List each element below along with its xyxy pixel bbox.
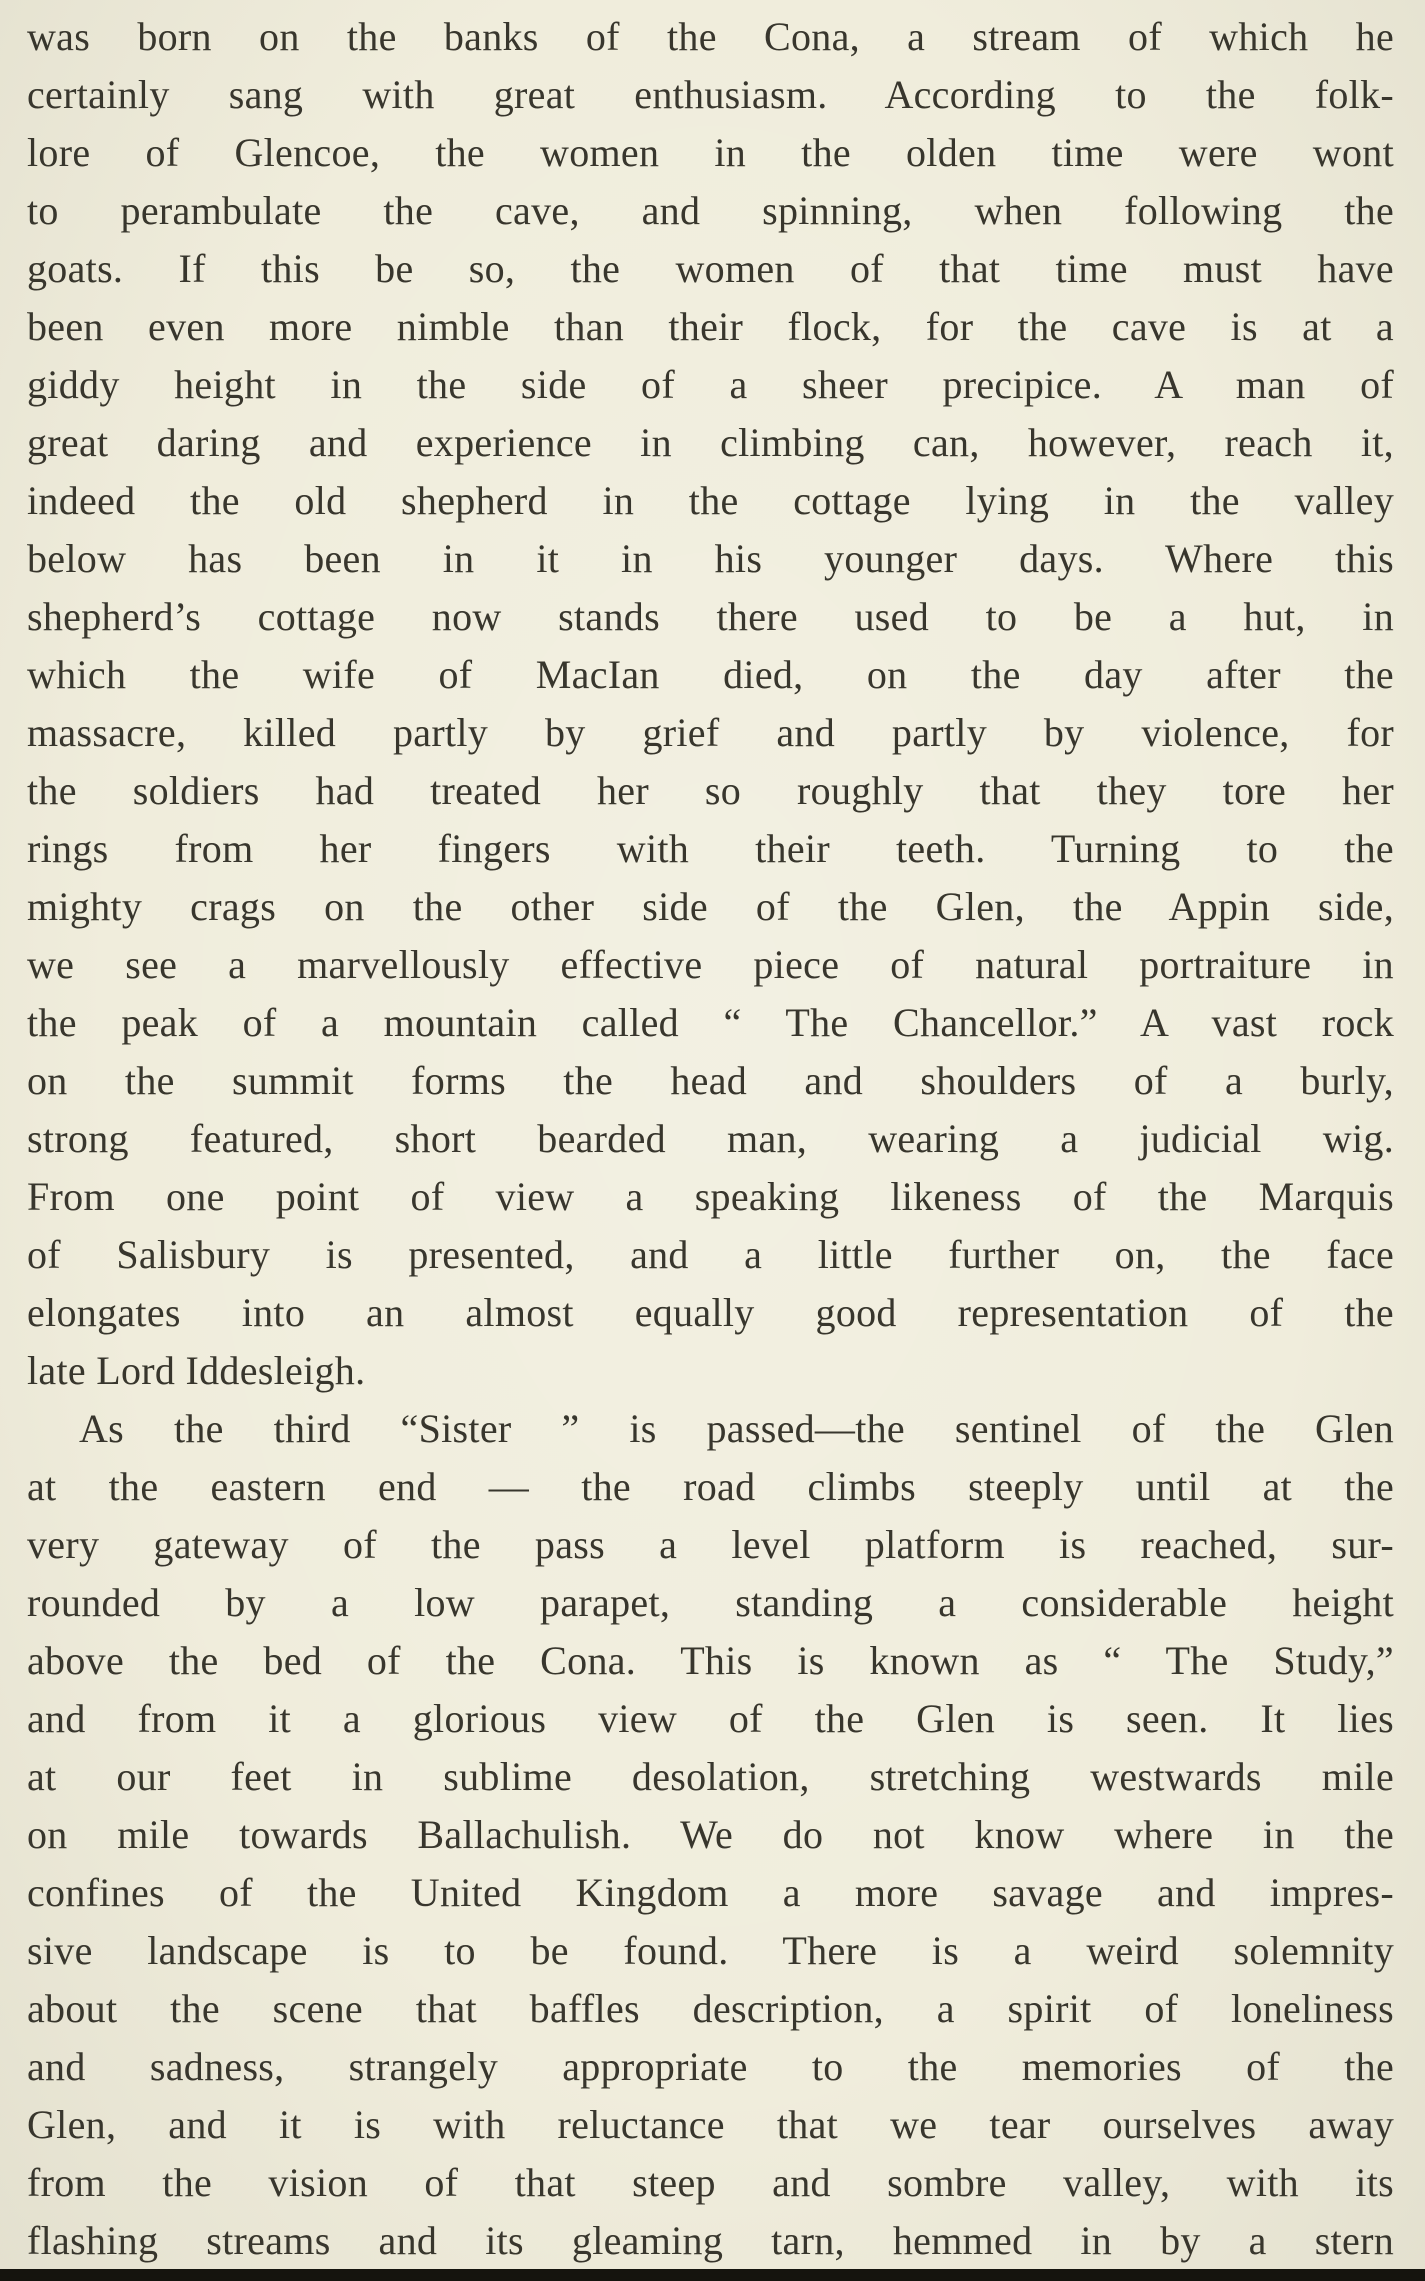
text-line: on the summit forms the head and shoulders of a burly, bbox=[27, 1058, 1394, 1103]
text-line: to perambulate the cave, and spinning, when following the bbox=[27, 188, 1394, 233]
text-line: above the bed of the Cona. This is known as “ The Study,” bbox=[27, 1638, 1394, 1683]
text-line: lore of Glencoe, the women in the olden time were wont bbox=[27, 130, 1394, 175]
text-line: confines of the United Kingdom a more savage and impres- bbox=[27, 1870, 1394, 1915]
text-line: great daring and experience in climbing can, however, reach it, bbox=[27, 420, 1394, 465]
page-bottom-edge bbox=[0, 2269, 1425, 2281]
text-line: below has been in it in his younger days. Where this bbox=[27, 536, 1394, 581]
text-line: certainly sang with great enthusiasm. According to the folk- bbox=[27, 72, 1394, 117]
text-line: very gateway of the pass a level platform is reached, sur- bbox=[27, 1522, 1394, 1567]
text-line: strong featured, short bearded man, wearing a judicial wig. bbox=[27, 1116, 1394, 1161]
text-line: mighty crags on the other side of the Glen, the Appin side, bbox=[27, 884, 1394, 929]
text-line: massacre, killed partly by grief and partly by violence, for bbox=[27, 710, 1394, 755]
text-line: we see a marvellously effective piece of natural portraiture in bbox=[27, 942, 1394, 987]
text-line: late Lord Iddesleigh. bbox=[27, 1348, 366, 1393]
text-line: and from it a glorious view of the Glen is seen. It lies bbox=[27, 1696, 1394, 1741]
text-line: giddy height in the side of a sheer precipice. A man of bbox=[27, 362, 1394, 407]
text-line: was born on the banks of the Cona, a stream of which he bbox=[27, 14, 1394, 59]
text-line: from the vision of that steep and sombre valley, with its bbox=[27, 2160, 1394, 2205]
text-line: on mile towards Ballachulish. We do not know where in the bbox=[27, 1812, 1394, 1857]
text-line: Glen, and it is with reluctance that we tear ourselves away bbox=[27, 2102, 1394, 2147]
text-line: flashing streams and its gleaming tarn, hemmed in by a stern bbox=[27, 2218, 1394, 2263]
text-line: goats. If this be so, the women of that time must have bbox=[27, 246, 1394, 291]
text-line: the peak of a mountain called “ The Chancellor.” A vast rock bbox=[27, 1000, 1394, 1045]
text-line: at the eastern end — the road climbs steeply until at the bbox=[27, 1464, 1394, 1509]
text-line: shepherd’s cottage now stands there used to be a hut, in bbox=[27, 594, 1394, 639]
text-line: been even more nimble than their flock, for the cave is at a bbox=[27, 304, 1394, 349]
text-line: and sadness, strangely appropriate to the memories of the bbox=[27, 2044, 1394, 2089]
text-line: elongates into an almost equally good representation of the bbox=[27, 1290, 1394, 1335]
text-line: rings from her fingers with their teeth. Turning to the bbox=[27, 826, 1394, 871]
text-line: which the wife of MacIan died, on the day after the bbox=[27, 652, 1394, 697]
text-line: From one point of view a speaking likeness of the Marquis bbox=[27, 1174, 1394, 1219]
text-line: of Salisbury is presented, and a little further on, the face bbox=[27, 1232, 1394, 1277]
text-line: sive landscape is to be found. There is a weird solemnity bbox=[27, 1928, 1394, 1973]
text-line: indeed the old shepherd in the cottage lying in the valley bbox=[27, 478, 1394, 523]
text-line: the soldiers had treated her so roughly that they tore her bbox=[27, 768, 1394, 813]
text-block bbox=[27, 8, 1394, 2270]
text-line: at our feet in sublime desolation, stretching westwards mile bbox=[27, 1754, 1394, 1799]
text-line: about the scene that baffles description, a spirit of loneliness bbox=[27, 1986, 1394, 2031]
text-line: As the third “Sister ” is passed—the sentinel of the Glen bbox=[79, 1406, 1394, 1451]
text-line: rounded by a low parapet, standing a considerable height bbox=[27, 1580, 1394, 1625]
